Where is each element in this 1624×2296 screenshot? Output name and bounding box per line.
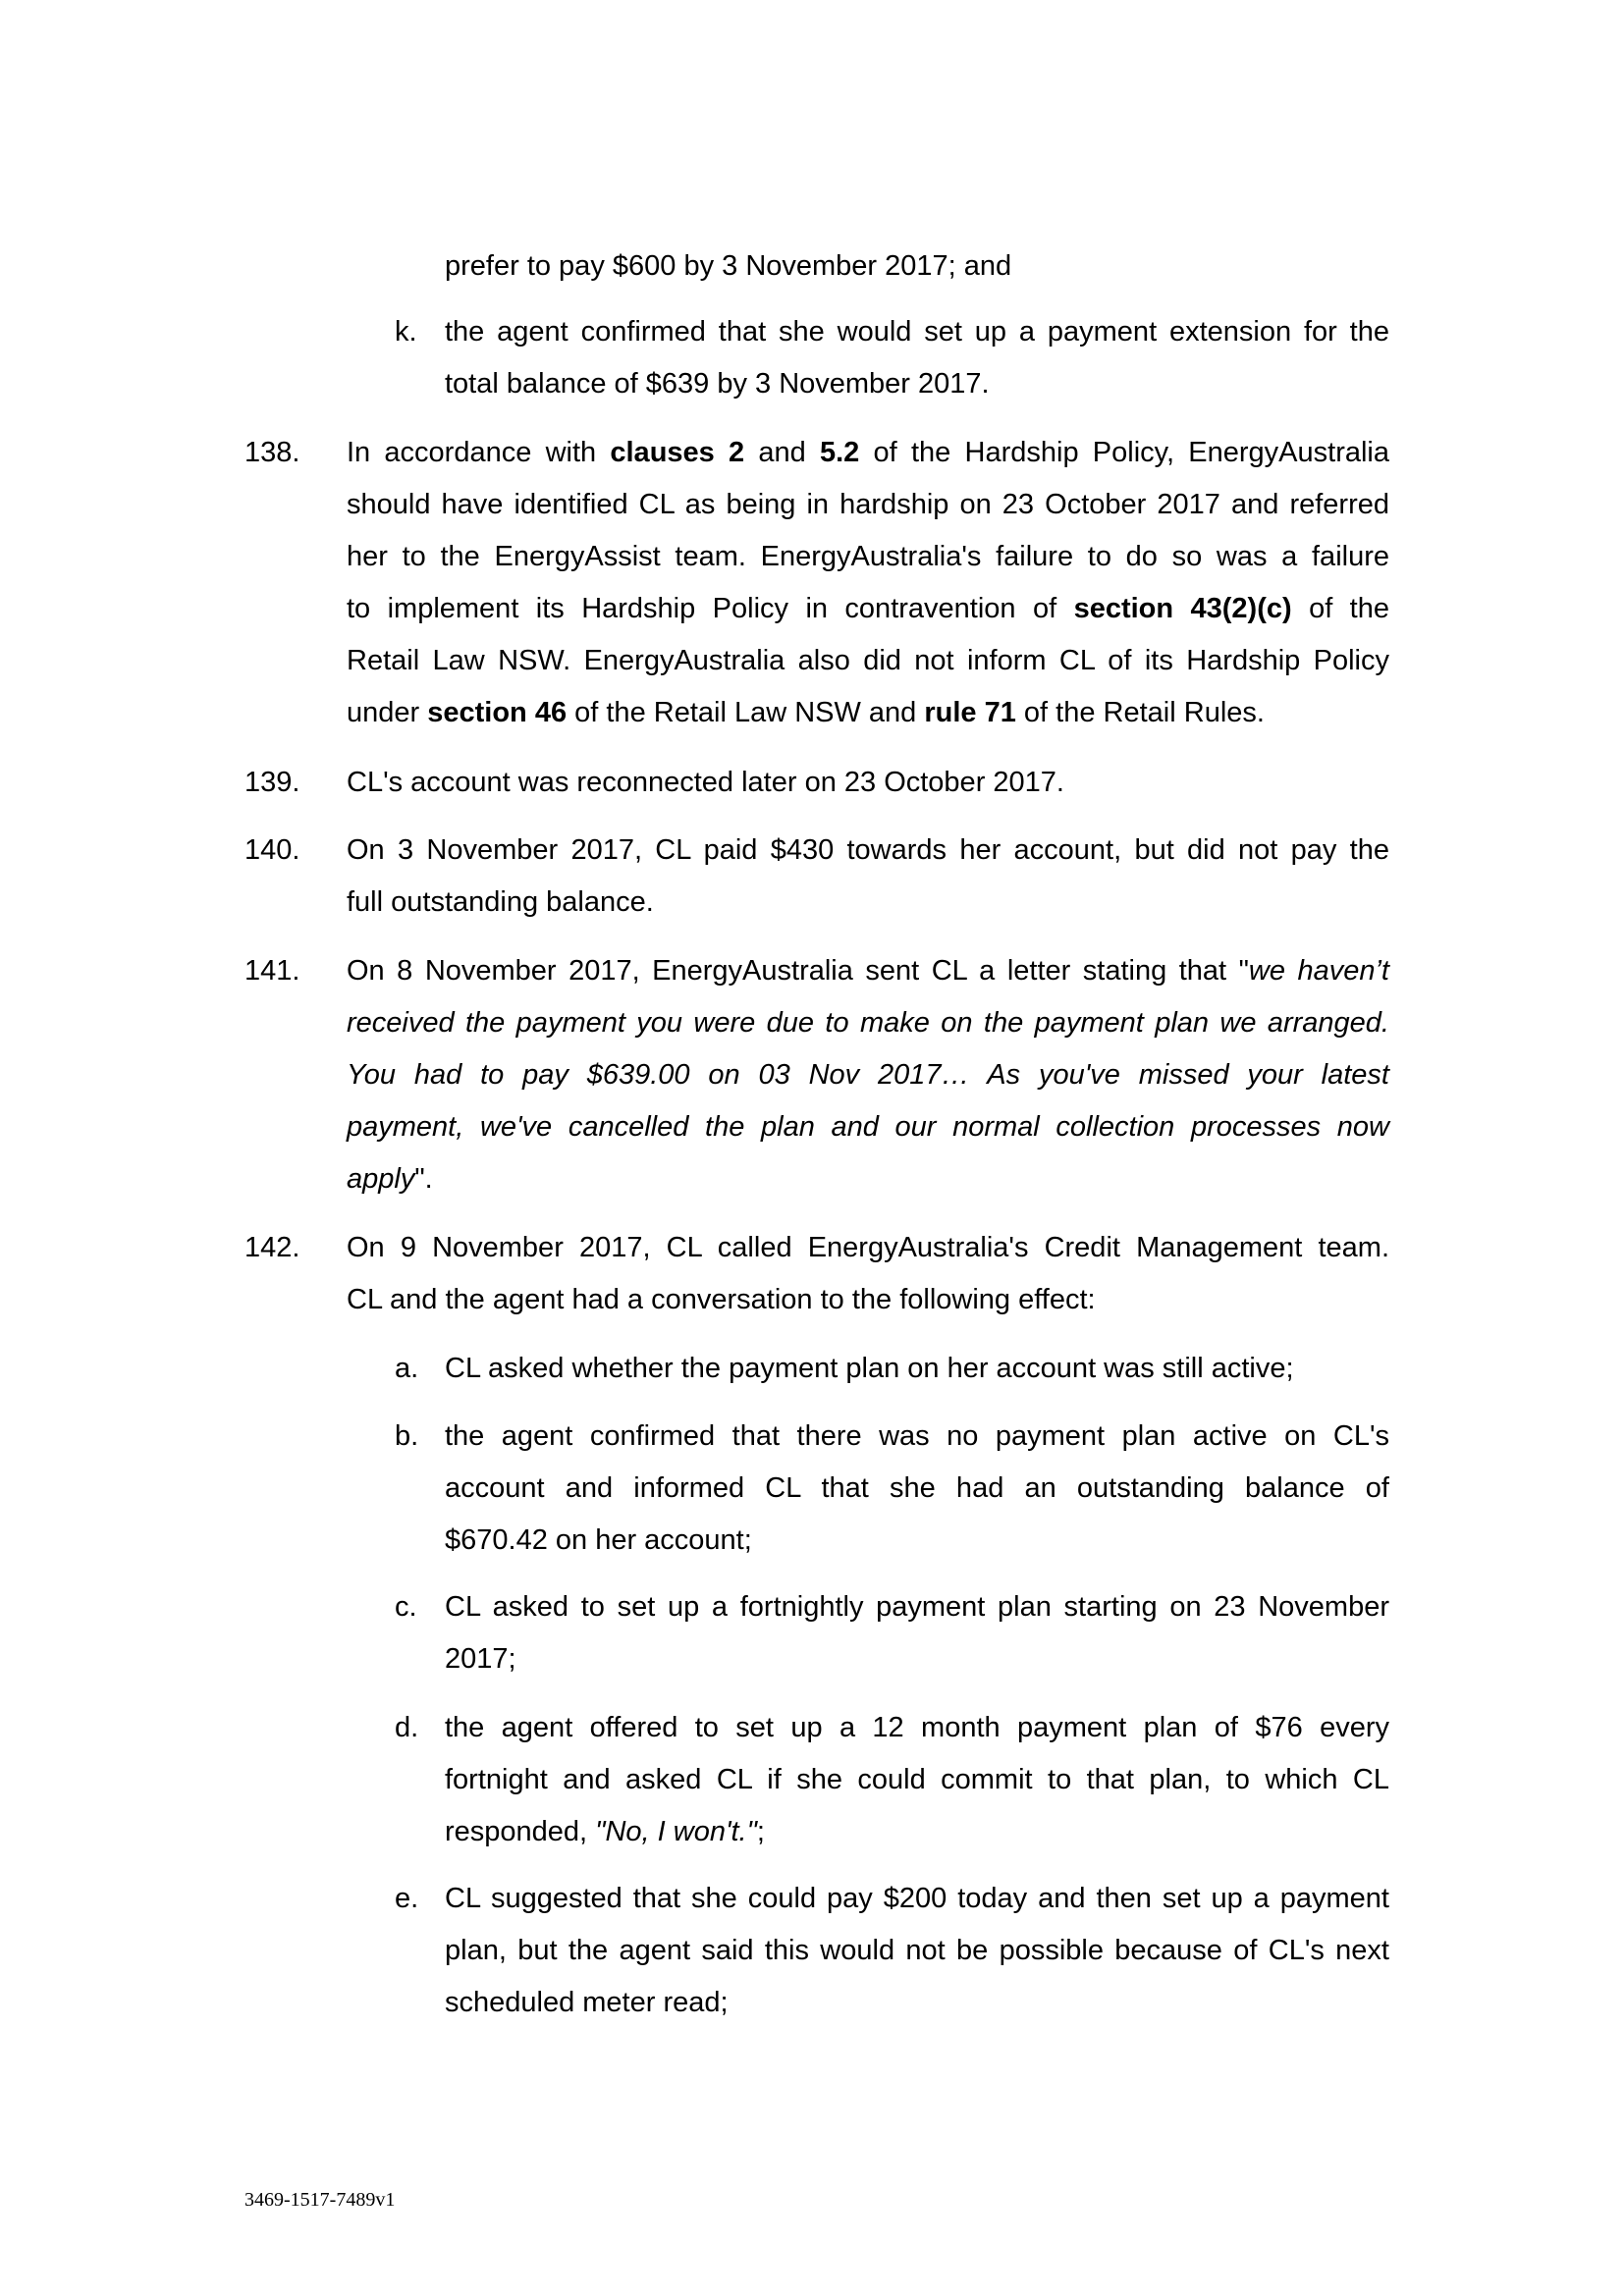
text-line: CL asked to set up a fortnightly payment plan starting on 23 November bbox=[445, 1591, 1389, 1623]
text-line: Retail Law NSW. EnergyAustralia also did not inform CL of its Hardship Policy bbox=[347, 645, 1389, 676]
sub-item-marker: d. bbox=[395, 1712, 419, 1743]
paragraph-number: 140. bbox=[244, 834, 300, 866]
bold-reference: section 43(2)(c) bbox=[1073, 593, 1292, 624]
bold-reference: clauses 2 bbox=[610, 437, 745, 468]
bold-reference: 5.2 bbox=[820, 437, 860, 468]
text-line: CL suggested that she could pay $200 today and then set up a payment bbox=[445, 1883, 1389, 1914]
bold-reference: section 46 bbox=[427, 697, 568, 728]
text-line: CL asked whether the payment plan on her account was still active; bbox=[445, 1353, 1294, 1384]
text-line: account and informed CL that she had an outstanding balance of bbox=[445, 1472, 1389, 1504]
text-line: payment, we've cancelled the plan and our normal collection processes now bbox=[347, 1111, 1389, 1143]
text-line: fortnight and asked CL if she could commit to that plan, to which CL bbox=[445, 1764, 1389, 1795]
text-line: under section 46 of the Retail Law NSW and rule 71 of the Retail Rules. bbox=[347, 697, 1265, 728]
sub-item-marker: e. bbox=[395, 1883, 419, 1914]
sub-item-marker: b. bbox=[395, 1420, 419, 1452]
text-line: On 9 November 2017, CL called EnergyAustralia's Credit Management team. bbox=[347, 1232, 1389, 1263]
quoted-text: we haven’t bbox=[1248, 955, 1389, 987]
document-id-footer: 3469-1517-7489v1 bbox=[244, 2189, 396, 2211]
paragraph-number: 138. bbox=[244, 437, 300, 468]
text-line: You had to pay $639.00 on 03 Nov 2017… As you've missed your latest bbox=[347, 1059, 1389, 1091]
text-line: In accordance with clauses 2 and 5.2 of the Hardship Policy, EnergyAustralia bbox=[347, 437, 1389, 468]
sub-item-marker: a. bbox=[395, 1353, 419, 1384]
text-line: 2017; bbox=[445, 1643, 516, 1675]
text-line: prefer to pay $600 by 3 November 2017; and bbox=[445, 250, 1012, 282]
text-line: to implement its Hardship Policy in contravention of section 43(2)(c) of the bbox=[347, 593, 1389, 624]
text-line: should have identified CL as being in hardship on 23 October 2017 and referred bbox=[347, 489, 1389, 520]
quoted-text: "No, I won't." bbox=[595, 1816, 757, 1847]
text-line: full outstanding balance. bbox=[347, 886, 654, 918]
text-line: CL and the agent had a conversation to the following effect: bbox=[347, 1284, 1096, 1315]
text-line: her to the EnergyAssist team. EnergyAustralia's failure to do so was a failure bbox=[347, 541, 1389, 572]
text-line: plan, but the agent said this would not be possible because of CL's next bbox=[445, 1935, 1389, 1966]
sub-item-marker: k. bbox=[395, 316, 417, 347]
text-line: $670.42 on her account; bbox=[445, 1524, 752, 1556]
text-line: CL's account was reconnected later on 23 October 2017. bbox=[347, 767, 1064, 798]
bold-reference: rule 71 bbox=[924, 697, 1016, 728]
paragraph-number: 142. bbox=[244, 1232, 300, 1263]
paragraph-number: 141. bbox=[244, 955, 300, 987]
text-line: On 8 November 2017, EnergyAustralia sent CL a letter stating that "we haven’t bbox=[347, 955, 1389, 987]
text-line: apply". bbox=[347, 1163, 433, 1195]
text-line: On 3 November 2017, CL paid $430 towards her account, but did not pay the bbox=[347, 834, 1389, 866]
sub-item-marker: c. bbox=[395, 1591, 417, 1623]
text-line: the agent confirmed that there was no payment plan active on CL's bbox=[445, 1420, 1389, 1452]
text-line: total balance of $639 by 3 November 2017. bbox=[445, 368, 990, 400]
text-line: received the payment you were due to make on the payment plan we arranged. bbox=[347, 1007, 1389, 1039]
text-line: responded, "No, I won't."; bbox=[445, 1816, 765, 1847]
text-line: the agent confirmed that she would set up a payment extension for the bbox=[445, 316, 1389, 347]
text-line: scheduled meter read; bbox=[445, 1987, 729, 2018]
paragraph-number: 139. bbox=[244, 767, 300, 798]
text-line: the agent offered to set up a 12 month payment plan of $76 every bbox=[445, 1712, 1389, 1743]
